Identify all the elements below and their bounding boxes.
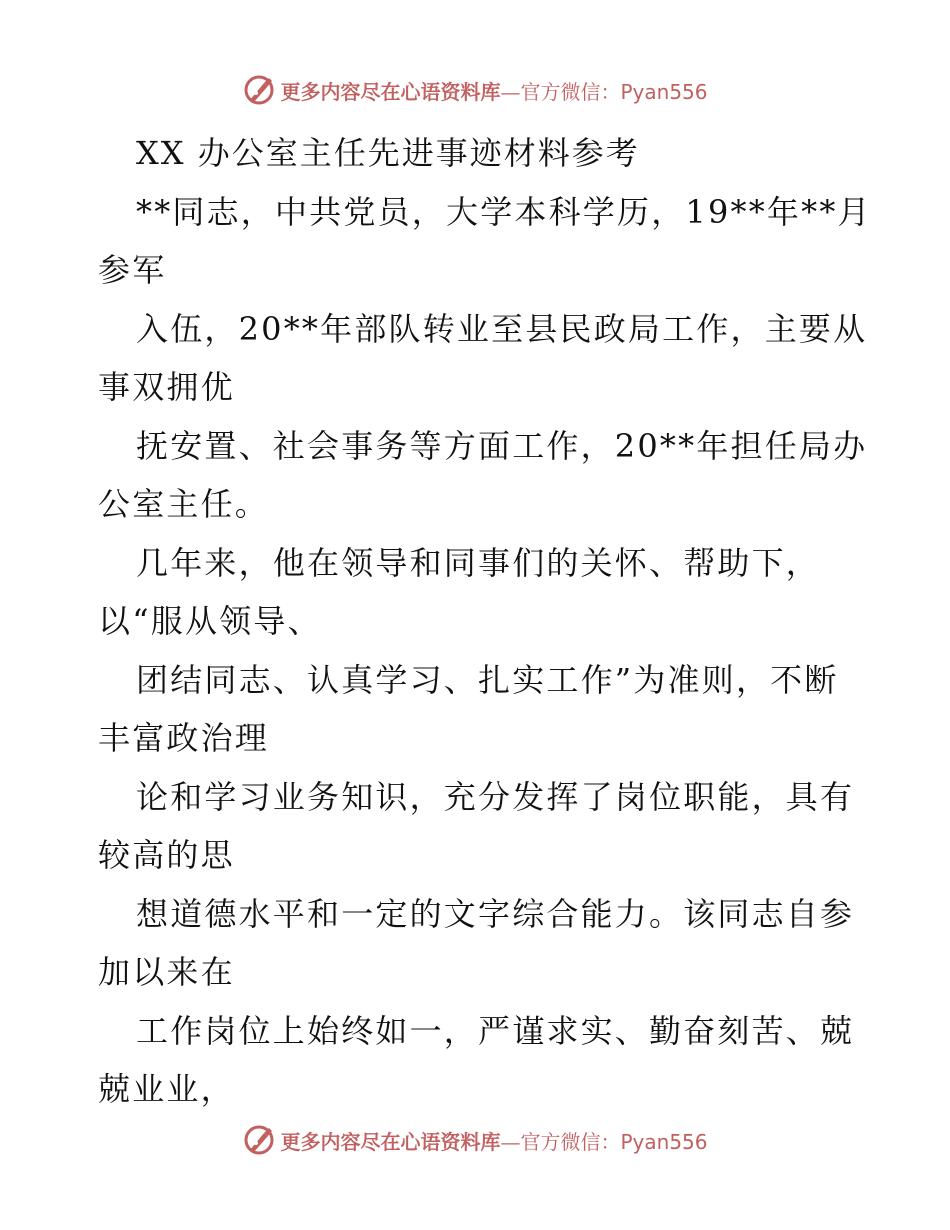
paragraph-line: 参军 [98,251,167,289]
document-title: XX 办公室主任先进事迹材料参考 [136,134,640,172]
watermark-text [280,76,707,105]
paragraph-line: 入伍，20**年部队转业至县民政局工作，主要从 [136,309,868,348]
watermark-text [280,1126,707,1155]
watermark-dash: — [500,79,521,104]
watermark-main: 更多内容尽在心语资料库 [280,79,501,104]
paragraph-line: 想道德水平和一定的文字综合能力。该同志自参 [136,894,855,933]
watermark-sub: 官方微信： [520,79,621,104]
document-body [98,124,872,1119]
paragraph-line: 兢业业， [98,1070,235,1108]
paragraph-line: 较高的思 [98,836,235,874]
footer-watermark [0,1120,950,1160]
paragraph-line: 以“服从领导、 [98,602,322,640]
paragraph-line: **同志，中共党员，大学本科学历，19**年**月 [136,192,872,231]
paragraph-line: 加以来在 [98,953,235,991]
paragraph-line: 论和学习业务知识，充分发挥了岗位职能，具有 [136,777,855,816]
pen-logo-icon [242,1123,276,1157]
paragraph-line: 工作岗位上始终如一，严谨求实、勤奋刻苦、兢 [136,1011,855,1050]
watermark-sub: 官方微信： [520,1129,621,1154]
paragraph-line: 抚安置、社会事务等方面工作，20**年担任局办 [136,426,868,465]
paragraph-line: 丰富政治理 [98,719,270,757]
paragraph-line: 公室主任。 [98,485,270,523]
paragraph-line: 团结同志、认真学习、扎实工作”为准则，不断 [136,660,839,699]
pen-logo-icon [242,73,276,107]
paragraph-line: 事双拥优 [98,368,235,406]
watermark-main: 更多内容尽在心语资料库 [280,1129,501,1154]
watermark-id: Pyan556 [620,79,708,104]
watermark-id: Pyan556 [620,1129,708,1154]
watermark-dash: — [500,1129,521,1154]
header-watermark [0,70,950,110]
paragraph-line: 几年来，他在领导和同事们的关怀、帮助下， [136,543,821,582]
